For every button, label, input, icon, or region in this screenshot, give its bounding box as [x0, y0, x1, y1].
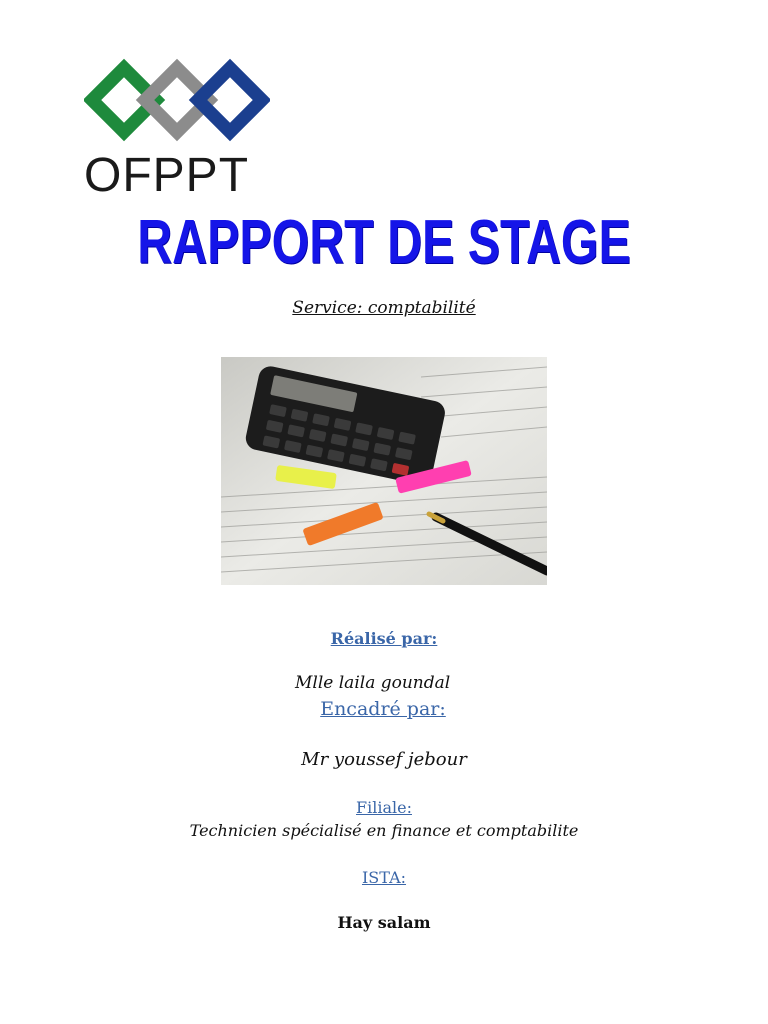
encadre-par-label: Encadré par: — [320, 698, 446, 720]
report-title: RAPPORT DE STAGE — [137, 208, 631, 277]
organization-name: OFPPT — [84, 149, 250, 202]
calculator-photo — [221, 357, 547, 585]
filiale-value: Technicien spécialisé en finance et comptabilite — [189, 821, 579, 840]
supervisor-name: Mr youssef jebour — [301, 749, 467, 770]
filiale-label: Filiale: — [356, 798, 412, 817]
ofppt-logo-icon — [84, 58, 270, 148]
ista-label: ISTA: — [361, 868, 407, 887]
service-line: Service: comptabilité — [292, 298, 476, 318]
realise-par-label: Réalisé par: — [330, 629, 438, 648]
student-name: Mlle laila goundal — [295, 673, 451, 693]
ista-value: Hay salam — [337, 913, 431, 932]
